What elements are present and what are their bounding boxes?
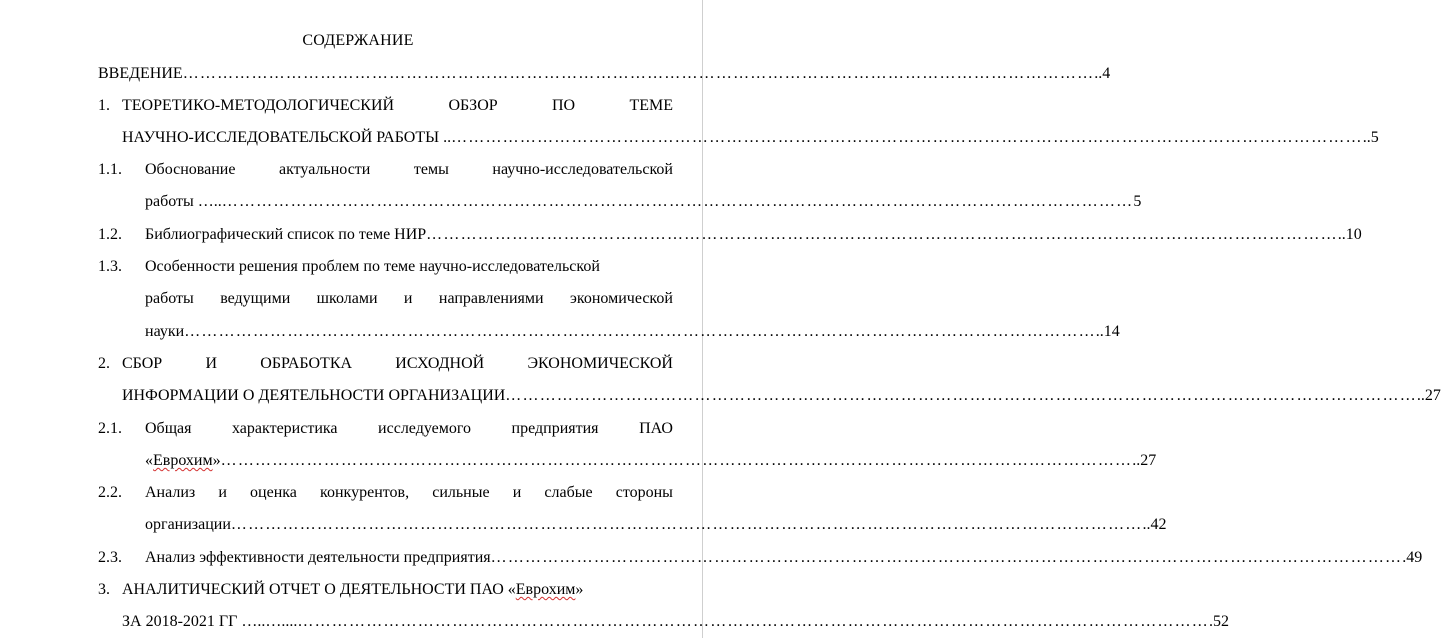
toc-entry-intro[interactable] — [98, 63, 1111, 85]
toc-entry-3-line2[interactable] — [122, 611, 1230, 633]
toc-entry-number: 1.3. — [98, 258, 122, 275]
dot-leader: …………………………………………………………………………………………………………………………………………… — [297, 613, 1210, 630]
word: научно-исследовательской — [492, 161, 673, 178]
quote-open: « — [145, 452, 153, 469]
word: направлениями — [438, 290, 544, 307]
dot-leader: …………………………………………………………………………………………………………………………………………… — [221, 193, 1134, 210]
toc-page-number: ..4 — [1094, 65, 1111, 82]
word: и — [218, 484, 227, 501]
toc-page-number: ..27 — [1416, 387, 1441, 404]
word: слабые — [544, 484, 593, 501]
toc-entry-2-2-line2[interactable] — [145, 514, 1167, 536]
toc-entry-text: ИНФОРМАЦИИ О ДЕЯТЕЛЬНОСТИ ОРГАНИЗАЦИИ — [122, 387, 506, 404]
spellcheck-word[interactable]: Еврохим — [515, 581, 576, 598]
toc-entry-number: 2.2. — [98, 484, 122, 501]
toc-entry-text: организации — [145, 516, 231, 533]
word: предприятия — [511, 420, 599, 437]
toc-entry-text: НАУЧНО-ИССЛЕДОВАТЕЛЬСКОЙ РАБОТЫ .. — [122, 129, 452, 146]
word: ведущими — [220, 290, 291, 307]
dot-leader: …………………………………………………………………………………………………………………………………………… — [182, 65, 1095, 82]
toc-entry-text: науки — [145, 323, 185, 340]
word: ИСХОДНОЙ — [395, 355, 485, 372]
quote-close: » — [212, 452, 221, 469]
word: актуальности — [278, 161, 371, 178]
toc-page-number: ..5 — [1362, 129, 1379, 146]
toc-title: СОДЕРЖАНИЕ — [302, 32, 414, 49]
toc-entry-1-line2[interactable] — [122, 127, 1379, 149]
word: СБОР — [122, 355, 163, 372]
word: работы — [145, 290, 194, 307]
toc-entry-2-2-line1[interactable] — [145, 482, 673, 504]
word: стороны — [615, 484, 673, 501]
toc-page-number: .52 — [1209, 613, 1230, 630]
word: исследуемого — [378, 420, 472, 437]
toc-page-number: ..14 — [1095, 323, 1120, 340]
word: школами — [316, 290, 378, 307]
word: темы — [413, 161, 449, 178]
toc-entry-1-3-line1[interactable] — [145, 256, 673, 278]
word: ПАО — [639, 420, 673, 437]
toc-entry-text — [145, 450, 221, 472]
toc-entry-1-line1[interactable] — [122, 95, 673, 117]
dot-leader: …………………………………………………………………………………………………………………………………………… — [505, 387, 1417, 404]
quote-close: » — [575, 581, 584, 598]
toc-entry-text: ЗА 2018-2021 ГГ …..….... — [122, 613, 298, 630]
toc-entry-number: 2.3. — [98, 549, 122, 566]
toc-entry-2-3[interactable] — [145, 547, 1423, 569]
word: Обоснование — [145, 161, 236, 178]
word: ОБРАБОТКА — [260, 355, 353, 372]
toc-page-number: 5 — [1133, 193, 1142, 210]
dot-leader: …………………………………………………………………………………………………………………………………………… — [426, 226, 1338, 243]
toc-entry-number: 2.1. — [98, 420, 122, 437]
toc-page-number: ..10 — [1337, 226, 1362, 243]
toc-page-number: .49 — [1402, 549, 1423, 566]
dot-leader: …………………………………………………………………………………………………………………………………………… — [451, 129, 1363, 146]
page-edge-divider — [702, 0, 703, 638]
toc-entry-number: 1.1. — [98, 161, 122, 178]
dot-leader: …………………………………………………………………………………………………………………………………………… — [220, 452, 1133, 469]
word: и — [512, 484, 522, 501]
toc-entry-1-3-line2[interactable] — [145, 288, 673, 310]
word: оценка — [250, 484, 297, 501]
toc-entry-number: 1. — [98, 97, 110, 114]
word: ОБЗОР — [448, 97, 498, 114]
spellcheck-word[interactable]: Еврохим — [153, 452, 213, 469]
toc-entry-text: работы ….. — [145, 193, 222, 210]
word: ПО — [552, 97, 576, 114]
word: ТЕОРЕТИКО-МЕТОДОЛОГИЧЕСКИЙ — [122, 97, 395, 114]
dot-leader: …………………………………………………………………………………………………………………………………………… — [230, 516, 1143, 533]
dot-leader: …………………………………………………………………………………………………………………………………………… — [184, 323, 1096, 340]
word: ТЕМЕ — [629, 97, 673, 114]
word: ЭКОНОМИЧЕСКОЙ — [527, 355, 673, 372]
toc-entry-text — [122, 581, 583, 598]
word: и — [403, 290, 413, 307]
toc-entry-1-3-line3[interactable] — [145, 321, 1120, 343]
word: Общая — [145, 420, 192, 437]
toc-entry-text: Анализ эффективности деятельности предприятия — [145, 549, 491, 566]
toc-entry-text: ВВЕДЕНИЕ — [98, 65, 183, 82]
toc-entry-2-1-line1[interactable] — [145, 418, 673, 440]
word: конкурентов, — [320, 484, 410, 501]
word: И — [205, 355, 218, 372]
toc-page-number: ..42 — [1142, 516, 1167, 533]
toc-page-number: ..27 — [1132, 452, 1157, 469]
toc-entry-text: Библиографический список по теме НИР — [145, 226, 427, 243]
word: сильные — [432, 484, 490, 501]
dot-leader: …………………………………………………………………………………………………………………………………………… — [490, 549, 1403, 566]
toc-entry-text: Особенности решения проблем по теме научно-исследовательской — [145, 258, 600, 275]
word: характеристика — [232, 420, 338, 437]
toc-entry-1-2[interactable] — [145, 224, 1362, 246]
text-prefix: АНАЛИТИЧЕСКИЙ ОТЧЕТ О ДЕЯТЕЛЬНОСТИ ПАО « — [122, 581, 516, 598]
word: Анализ — [145, 484, 196, 501]
toc-entry-3-line1[interactable] — [122, 579, 673, 601]
toc-entry-2-line1[interactable] — [122, 353, 673, 375]
toc-entry-number: 1.2. — [98, 226, 122, 243]
toc-entry-1-1-line2[interactable] — [145, 191, 1142, 213]
toc-entry-number: 3. — [98, 581, 110, 598]
toc-entry-2-1-line2[interactable] — [145, 450, 1157, 472]
word: экономической — [570, 290, 673, 307]
toc-entry-number: 2. — [98, 355, 110, 372]
toc-entry-1-1-line1[interactable] — [145, 159, 673, 181]
toc-entry-2-line2[interactable] — [122, 385, 1441, 407]
